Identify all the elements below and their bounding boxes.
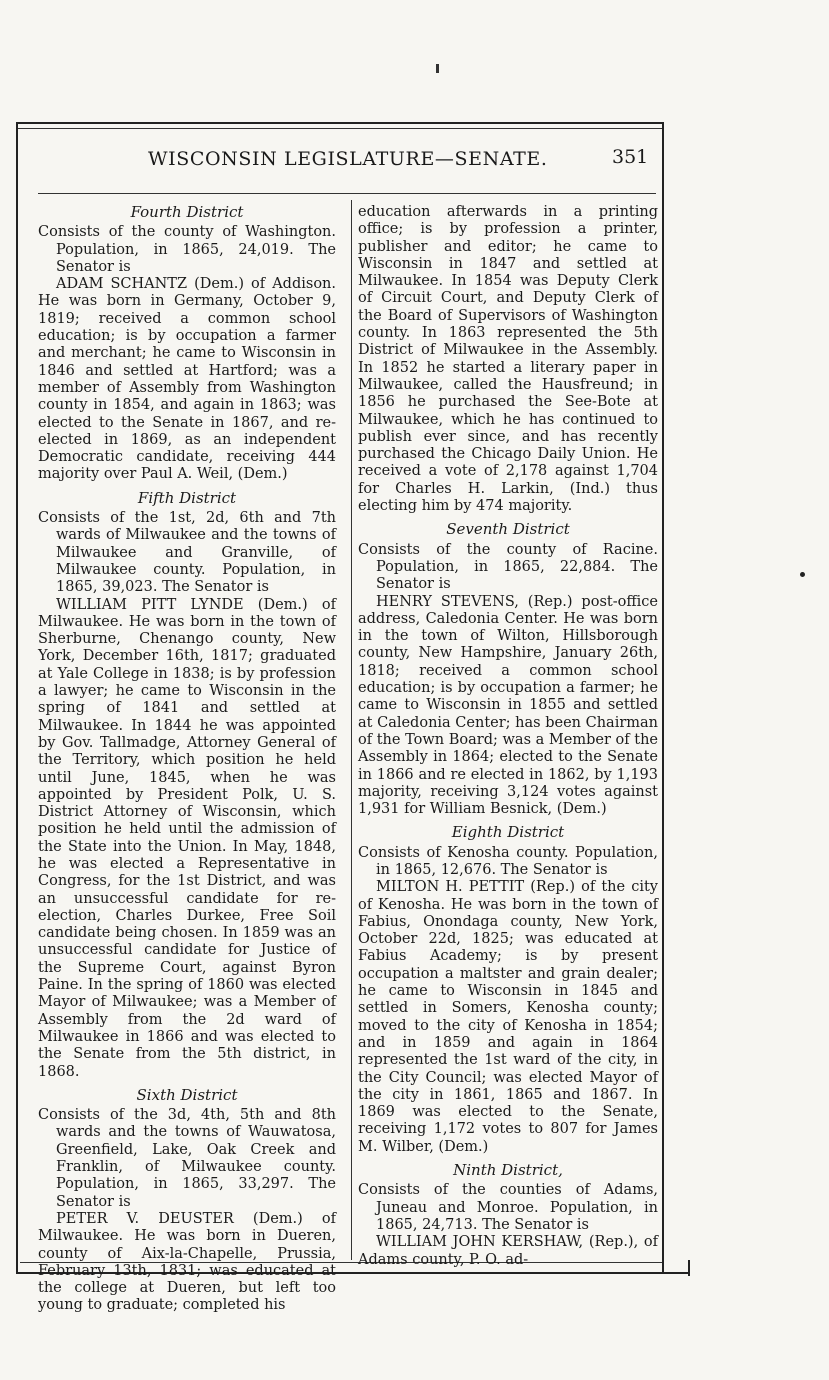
district-description-fourth: Consists of the county of Washington. Population, in 1865, 24,019. The Senator is [38, 224, 336, 275]
senator-bio-eighth: MILTON H. PETTIT (Rep.) of the city of Kenosha. He was born in the town of Fabius, Onondaga county, New York, October 22d, 1825; was educated at Fabius Academy; is by present occupation a maltster and grain dealer; he came to Wisconsin in 1845 and settled in Somers, Kenosha county; moved to the city of Kenosha in 1854; and in 1859 and again in 1864 represented the 1st ward of the city, in the City Council; was elected Mayor of the city in 1861, 1865 and 1867. In 1869 was elected to the Senate, receiving 1,172 votes to 807 for James M. Wilber, (Dem.) [358, 879, 658, 1155]
district-description-fifth: Consists of the 1st, 2d, 6th and 7th wards of Milwaukee and the towns of Milwaukee and Granville, of Milwaukee county. Population, in 1865, 39,023. The Senator is [38, 510, 336, 596]
district-heading-ninth: Ninth District, [453, 1161, 563, 1180]
district-description-sixth: Consists of the 3d, 4th, 5th and 8th wards and the towns of Wauwatosa, Greenfield, Lake, Oak Creek and Franklin, of Milwaukee county. Population, in 1865, 33,297. The Senator is [38, 1107, 336, 1210]
district-heading-fifth: Fifth District [137, 488, 237, 507]
page-frame-left [16, 122, 18, 1272]
district-heading-fourth: Fourth District [130, 203, 244, 221]
district-description-eighth: Consists of Kenosha county. Population, in 1865, 12,676. The Senator is [358, 844, 658, 878]
right-column [358, 204, 658, 1269]
senator-bio-sixth: PETER V. DEUSTER (Dem.) of Milwaukee. He was born in Dueren, county of Aix-la-Chapelle, Prussia, February 13th, 1831; was educated at the college at Dueren, but left too young to graduate; completed his [38, 1210, 336, 1314]
senator-bio-seventh: HENRY STEVENS, (Rep.) post-office address, Caledonia Center. He was born in the town of Wilton, Hillsborough county, New Hampshire, January 26th, 1818; received a common school education; is by occupation a farmer; he came to Wisconsin in 1855 and settled at Caledonia Center; has been Chairman of the Town Board; was a Member of the Assembly in 1864; elected to the Senate in 1866 and re elected in 1862, by 1,193 majority, receiving 3,124 votes against 1,931 for William Besnick, (Dem.) [358, 593, 658, 818]
column-divider [351, 200, 352, 1260]
running-title: WISCONSIN LEGISLATURE—SENATE. [148, 148, 548, 170]
district-description-seventh: Consists of the county of Racine. Population, in 1865, 22,884. The Senator is [358, 541, 658, 593]
senator-bio-sixth-continued: education afterwards in a printing office; is by profession a printer, publisher and editor; he came to Wisconsin in 1847 and settled at Milwaukee. In 1854 was Deputy Clerk of Circuit Court, and Deputy Clerk of the Board of Supervisors of Washington county. In 1863 represented the 5th District of Milwaukee in the Assembly. In 1852 he started a literary paper in Milwaukee, called the Hausfreund; in 1856 he purchased the See-Bote at Milwaukee, which he has continued to publish ever since, and has recently purchased the Chicago Daily Union. He received a vote of 2,178 against 1,704 for Charles H. Larkin, (Ind.) thus electing him by 474 majority. [358, 204, 658, 515]
district-description-ninth: Consists of the counties of Adams, Juneau and Monroe. Population, in 1865, 24,713. The Senator is [358, 1182, 658, 1233]
header-rule [38, 193, 656, 194]
ink-speck [436, 64, 439, 73]
district-heading-eighth: Eighth District [451, 823, 565, 842]
margin-ink-dot [800, 572, 805, 577]
page-frame-top [16, 122, 664, 124]
page-frame-right [662, 122, 664, 1272]
left-column [38, 204, 336, 1315]
senator-bio-fifth: WILLIAM PITT LYNDE (Dem.) of Milwaukee. He was born in the town of Sherburne, Chenango county, New York, December 16th, 1817; graduated at Yale College in 1838; is by profession a lawyer; he came to Wisconsin in the spring of 1841 and settled at Milwaukee. In 1844 he was appointed by Gov. Tallmadge, Attorney General of the Territory, which position he held until June, 1845, when he was appointed by President Polk, U. S. District Attorney of Wisconsin, which position he held until the admission of the State into the Union. In May, 1848, he was elected a Representative in Congress, for the 1st District, and was an unsuccessful candidate for re-election, Charles Durkee, Free Soil candidate being chosen. In 1859 was an unsuccessful candidate for Justice of the Supreme Court, against Byron Paine. In the spring of 1860 was elected Mayor of Milwaukee; was a Member of Assembly from the 2d ward of Milwaukee in 1866 and was elected to the Senate from the 5th district, in 1868. [38, 596, 336, 1080]
page-number: 351 [612, 146, 649, 168]
district-heading-sixth: Sixth District [136, 1085, 238, 1104]
district-heading-seventh: Seventh District [446, 520, 570, 539]
senator-bio-ninth: WILLIAM JOHN KERSHAW, (Rep.), of Adams county, P. O. ad- [358, 1234, 658, 1268]
page-frame-top-inner [18, 128, 662, 129]
page-frame-corner [688, 1260, 690, 1276]
senator-bio-fourth: ADAM SCHANTZ (Dem.) of Addison. He was born in Germany, October 9, 1819; received a common school education; is by occupation a farmer and merchant; he came to Wisconsin in 1846 and settled at Hartford; was a member of Assembly from Washington county in 1854, and again in 1863; was elected to the Senate in 1867, and re-elected in 1869, as an independent Democratic candidate, receiving 444 majority over Paul A. Weil, (Dem.) [38, 276, 336, 483]
